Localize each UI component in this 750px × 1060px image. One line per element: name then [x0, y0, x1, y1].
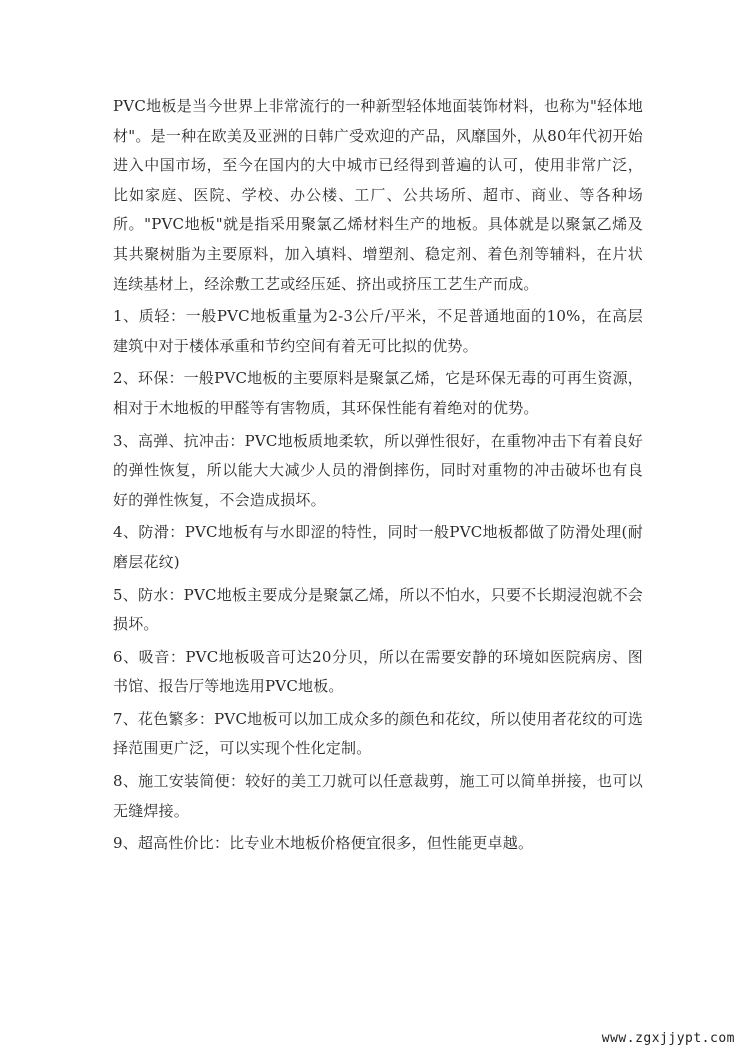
feature-sound-absorbing: 6、吸音：PVC地板吸音可达20分贝，所以在需要安静的环境如医院病房、图书馆、报告厅等地选用PVC地板。	[113, 647, 643, 696]
feature-many-colors: 7、花色繁多：PVC地板可以加工成众多的颜色和花纹，所以使用者花纹的可选择范围更广泛，可以实现个性化定制。	[113, 709, 643, 758]
feature-light-weight: 1、质轻：一般PVC地板重量为2-3公斤/平米，不足普通地面的10%，在高层建筑中对于楼体承重和节约空间有着无可比拟的优势。	[113, 307, 643, 355]
feature-cost-performance: 9、超高性价比：比专业木地板价格便宜很多，但性能更卓越。	[113, 834, 534, 853]
feature-waterproof: 5、防水：PVC地板主要成分是聚氯乙烯，所以不怕水，只要不长期浸泡就不会损坏。	[113, 585, 643, 634]
feature-eco-friendly: 2、环保：一般PVC地板的主要原料是聚氯乙烯，它是环保无毒的可再生资源，相对于木地板的甲醛等有害物质，其环保性能有着绝对的优势。	[113, 369, 643, 417]
feature-anti-slip: 4、防滑：PVC地板有与水即涩的特性，同时一般PVC地板都做了防滑处理(耐磨层花纹)	[113, 523, 643, 571]
document-body	[113, 92, 643, 862]
feature-elastic-impact: 3、高弹、抗冲击：PVC地板质地柔软，所以弹性很好，在重物冲击下有着良好的弹性恢复，所以能大大减少人员的滑倒摔伤，同时对重物的冲击破坏也有良好的弹性恢复，不会造成损坏。	[113, 431, 643, 509]
intro-paragraph: PVC地板是当今世界上非常流行的一种新型轻体地面装饰材料，也称为"轻体地材"。是一种在欧美及亚洲的日韩广受欢迎的产品，风靡国外，从80年代初开始进入中国市场，至今在国内的大中城市已经得到普遍的认可，使用非常广泛，比如家庭、医院、学校、办公楼、工厂、公共场所、超市、商业、等各种场所。"PVC地板"就是指采用聚氯乙烯材料生产的地板。具体就是以聚氯乙烯及其共聚树脂为主要原料，加入填料、增塑剂、稳定剂、着色剂等辅料，在片状连续基材上，经涂敷工艺或经压延、挤出或挤压工艺生产而成。	[113, 97, 643, 293]
feature-easy-install: 8、施工安装简便：较好的美工刀就可以任意裁剪，施工可以简单拼接，也可以无缝焊接。	[113, 772, 643, 820]
site-watermark: www.zgxjjypt.com	[601, 1031, 735, 1046]
